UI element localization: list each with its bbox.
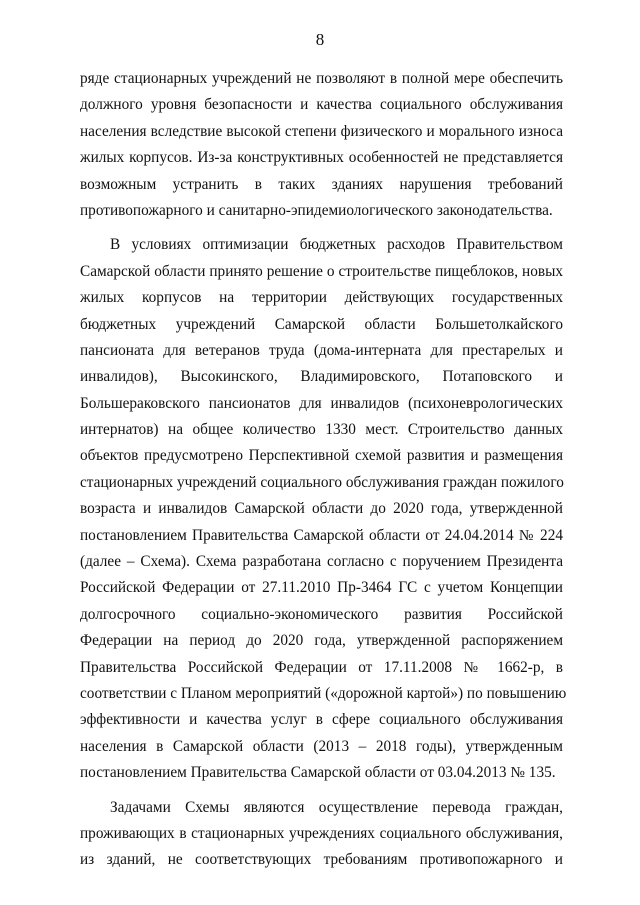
text-line: жилых корпусов. Из-за конструктивных особенностей не представляется xyxy=(80,149,563,167)
paragraph-1 xyxy=(80,66,563,224)
text-line: Большераковского пансионатов для инвалидов (психоневрологических xyxy=(80,394,563,412)
text-line: жилых корпусов на территории действующих государственных xyxy=(80,289,563,307)
text-line: В условиях оптимизации бюджетных расходов Правительством xyxy=(110,236,563,254)
paragraph-2 xyxy=(80,232,567,786)
text-line: соответствии с Планом мероприятий («дорожной картой») по повышению xyxy=(80,684,567,702)
text-line: ряде стационарных учреждений не позволяют в полной мере обеспечить xyxy=(80,70,563,87)
text-line: возраста и инвалидов Самарской области до 2020 года, утвержденной xyxy=(80,500,563,518)
paragraph-gap xyxy=(80,224,563,232)
text-line: проживающих в стационарных учреждениях социального обслуживания, xyxy=(80,824,563,842)
text-line: населения вследствие высокой степени физического и морального износа xyxy=(80,122,563,140)
text-line: (далее – Схема). Схема разработана согласно с поручением Президента xyxy=(80,553,563,571)
document-body xyxy=(80,66,567,874)
text-line: населения в Самарской области (2013 – 2018 годы), утвержденным xyxy=(80,737,563,755)
text-line: бюджетных учреждений Самарской области Большетолкайского xyxy=(80,315,563,333)
text-line: пансионата для ветеранов труда (дома-интерната для престарелых и xyxy=(80,341,563,359)
paragraph-gap xyxy=(80,787,563,795)
text-line: должного уровня безопасности и качества социального обслуживания xyxy=(80,96,563,114)
text-line: Федерации на период до 2020 года, утвержденной распоряжением xyxy=(80,632,563,650)
text-line: Правительства Российской Федерации от 17.11.2008 № 1662-р, в xyxy=(80,658,563,676)
text-line: возможным устранить в таких зданиях нарушения требований xyxy=(80,175,563,193)
text-line: интернатов) на общее количество 1330 мест. Строительство данных xyxy=(80,421,563,439)
text-line: объектов предусмотрено Перспективной схемой развития и размещения xyxy=(80,447,563,465)
page-number: 8 xyxy=(315,30,325,49)
text-line: Российской Федерации от 27.11.2010 Пр-3464 ГС с учетом Концепции xyxy=(80,579,563,597)
text-line: постановлением Правительства Самарской области от 03.04.2013 № 135. xyxy=(80,764,556,782)
text-line: противопожарного и санитарно-эпидемиологического законодательства. xyxy=(80,201,553,219)
text-line: постановлением Правительства Самарской области от 24.04.2014 № 224 xyxy=(80,526,563,544)
text-line: Самарской области принято решение о строительстве пищеблоков, новых xyxy=(80,262,563,280)
text-line: стационарных учреждений социального обслуживания граждан пожилого xyxy=(80,473,564,491)
text-line: долгосрочного социально-экономического развития Российской xyxy=(80,605,563,623)
paragraph-3 xyxy=(80,795,563,874)
text-line: Задачами Схемы являются осуществление перевода граждан, xyxy=(110,798,563,816)
text-line: эффективности и качества услуг в сфере социального обслуживания xyxy=(80,711,563,729)
text-line: инвалидов), Высокинского, Владимировского, Потаповского и xyxy=(80,368,563,386)
text-line: из зданий, не соответствующих требованиям противопожарного и xyxy=(80,851,563,869)
